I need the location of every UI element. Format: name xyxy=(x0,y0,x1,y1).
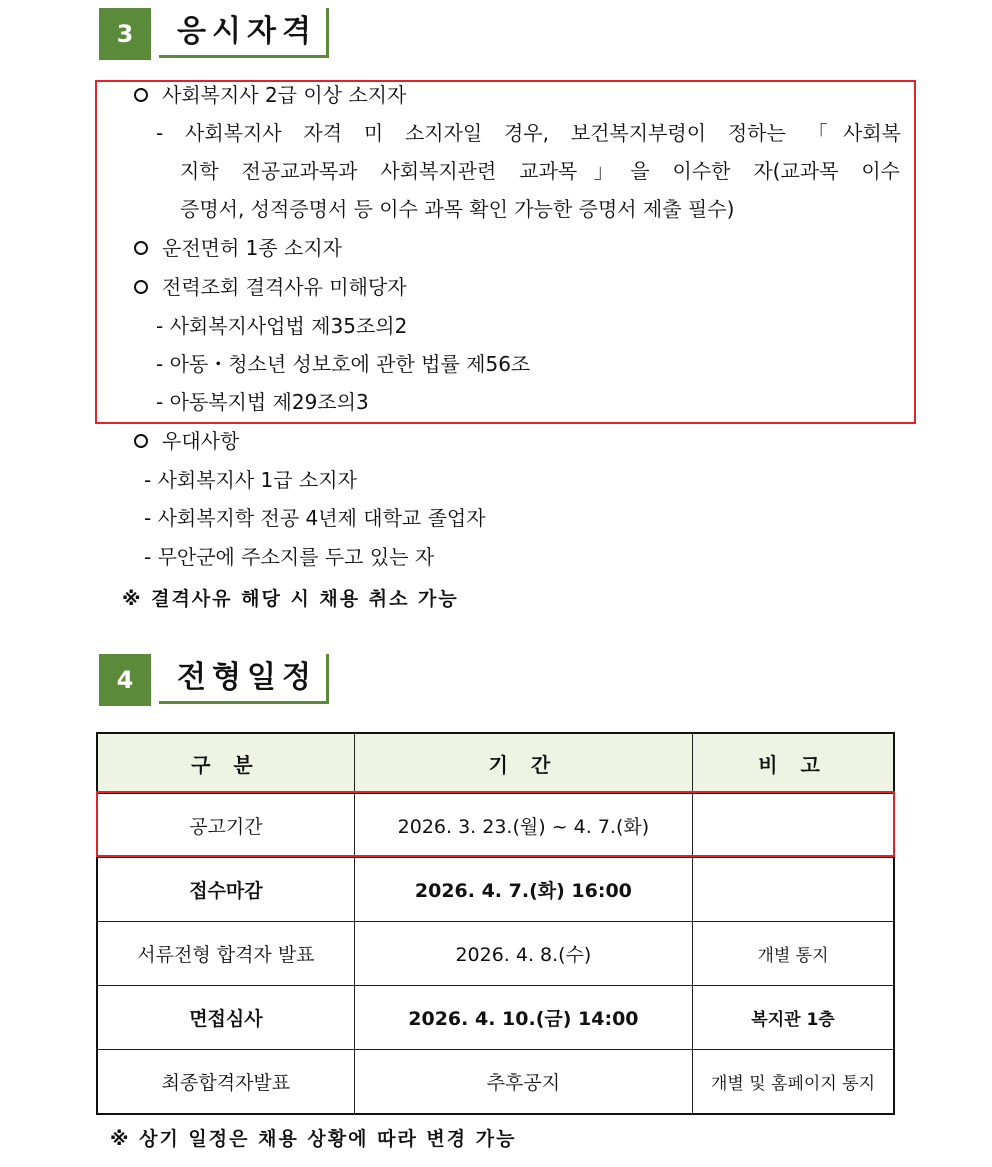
disqualification-note: ※ 결격사유 해당 시 채용 취소 가능 xyxy=(122,588,459,610)
cell-remark: 개별 및 홈페이지 통지 xyxy=(692,1050,894,1115)
list-item: 증명서, 성적증명서 등 이수 과목 확인 가능한 증명서 제출 필수) xyxy=(180,197,735,221)
cell-period: 2026. 3. 23.(월) ~ 4. 7.(화) xyxy=(354,793,692,858)
circle-bullet-icon xyxy=(134,280,148,294)
list-item: - 사회복지사 자격 미 소지자일 경우, 보건복지부령이 정하는 「사회복 xyxy=(156,121,901,145)
table-row xyxy=(97,858,894,922)
list-item: 운전면허 1종 소지자 xyxy=(134,233,342,263)
section-number: 3 xyxy=(99,8,151,60)
list-item: 전력조회 결격사유 미해당자 xyxy=(134,272,407,302)
schedule-note: ※ 상기 일정은 채용 상황에 따라 변경 가능 xyxy=(110,1128,517,1150)
cell-stage: 면접심사 xyxy=(97,986,354,1050)
cell-period: 2026. 4. 10.(금) 14:00 xyxy=(354,986,692,1050)
circle-bullet-icon xyxy=(134,88,148,102)
highlight-box xyxy=(96,791,895,857)
section-title: 전형일정 xyxy=(159,654,329,704)
header-stage: 구 분 xyxy=(97,733,354,793)
circle-bullet-icon xyxy=(134,434,148,448)
table-row xyxy=(97,922,894,986)
table-row xyxy=(97,986,894,1050)
cell-stage: 접수마감 xyxy=(97,858,354,922)
cell-period: 2026. 4. 8.(수) xyxy=(354,922,692,986)
list-item: - 사회복지사업법 제35조의2 xyxy=(156,314,408,338)
list-item: 사회복지사 2급 이상 소지자 xyxy=(134,80,406,110)
list-item: - 사회복지사 1급 소지자 xyxy=(144,468,357,492)
table-row xyxy=(97,1050,894,1115)
cell-stage: 서류전형 합격자 발표 xyxy=(97,922,354,986)
cell-stage: 공고기간 xyxy=(97,793,354,858)
header-remark: 비 고 xyxy=(692,733,894,793)
section-number: 4 xyxy=(99,654,151,706)
list-item: - 사회복지학 전공 4년제 대학교 졸업자 xyxy=(144,506,486,530)
cell-period: 추후공지 xyxy=(354,1050,692,1115)
circle-bullet-icon xyxy=(134,241,148,255)
list-item: - 무안군에 주소지를 두고 있는 자 xyxy=(144,545,435,569)
list-item: - 아동・청소년 성보호에 관한 법률 제56조 xyxy=(156,352,531,376)
schedule-table xyxy=(96,732,895,1115)
cell-remark: 개별 통지 xyxy=(692,922,894,986)
list-item: - 아동복지법 제29조의3 xyxy=(156,390,369,414)
header-period: 기 간 xyxy=(354,733,692,793)
cell-remark xyxy=(692,858,894,922)
table-header-row xyxy=(97,733,894,793)
cell-stage: 최종합격자발표 xyxy=(97,1050,354,1115)
cell-period: 2026. 4. 7.(화) 16:00 xyxy=(354,858,692,922)
cell-remark: 복지관 1층 xyxy=(692,986,894,1050)
section-title: 응시자격 xyxy=(159,8,329,58)
list-item: 우대사항 xyxy=(134,426,239,456)
list-item: 지학 전공교과목과 사회복지관련 교과목」을 이수한 자(교과목 이수 xyxy=(180,159,900,183)
